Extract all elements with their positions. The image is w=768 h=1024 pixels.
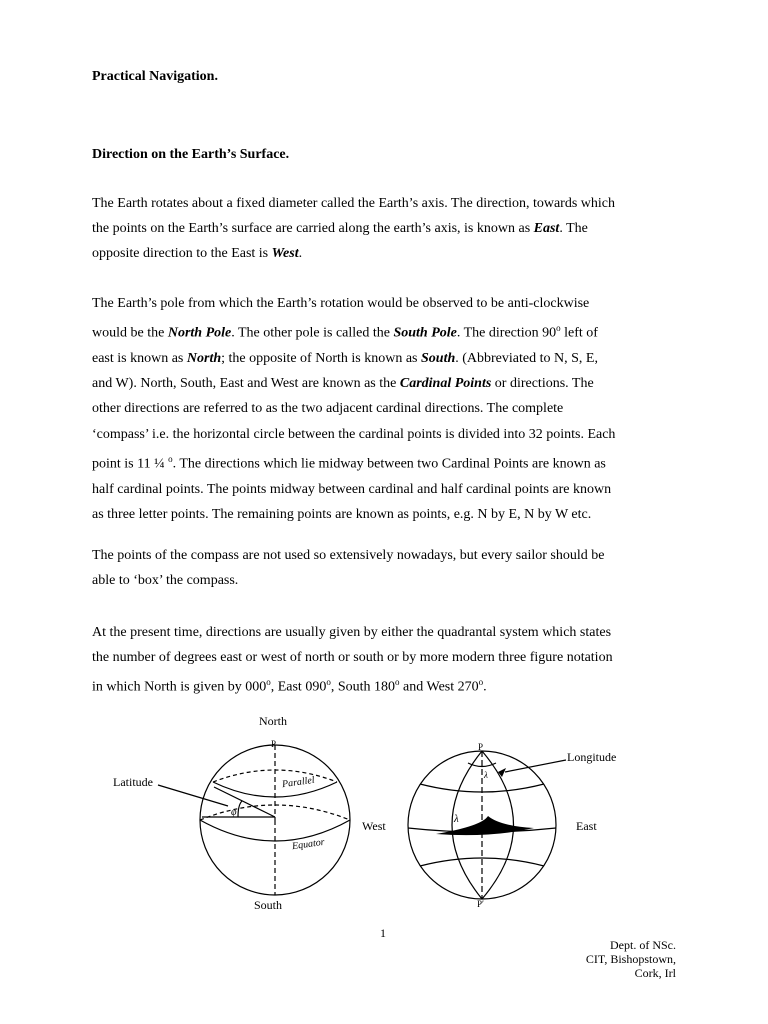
text-line: as three letter points. The remaining points are known as points, e.g. N by E, N by W etc. [92,506,592,522]
text-line: the points on the Earth’s surface are carried along the earth’s axis, is known as East. The [92,221,588,237]
text-line: able to ‘box’ the compass. [92,573,239,589]
text-line: the number of degrees east or west of north or south or by more modern three figure notation [92,650,613,666]
text-line: and W). North, South, East and West are known as the Cardinal Points or directions. The [92,376,594,392]
text-line: half cardinal points. The points midway between cardinal and half cardinal points are known [92,481,612,497]
text-line: other directions are referred to as the two adjacent cardinal directions. The complete [92,401,564,417]
longitude-pointer [505,760,566,772]
section-heading: Direction on the Earth’s Surface. [92,147,290,162]
lambda-label-top: λ [484,770,488,780]
document-title: Practical Navigation. [92,69,218,84]
pole-label-top-right: P [478,742,484,752]
footer-line: Dept. of NSc. [610,938,676,952]
text-line: The Earth rotates about a fixed diameter called the Earth’s axis. The direction, towards which [92,196,615,211]
text-line: The points of the compass are not used so extensively nowadays, but every sailor should be [92,548,605,563]
text-line: east is known as North; the opposite of North is known as South. (Abbreviated to N, S, E, [92,351,598,367]
longitude-wedge [436,816,534,835]
page-number: 1 [380,926,386,940]
latitude-angle-arc [238,801,242,817]
pole-label-bottom: P′ [477,899,484,909]
text-line: in which North is given by 000$^o$, East 090$^o$, South 180$^o$ and West 270$^o$. [92,677,487,696]
east-label: East [576,819,597,833]
lambda-label-mid: λ [454,813,459,825]
west-label: West [362,819,386,833]
text-line: At the present time, directions are usually given by either the quadrantal system which states [92,625,612,640]
pole-label-top-left: P [271,739,277,749]
footer-line: Cork, Irl [634,966,676,980]
north-label: North [259,714,287,728]
parallel-label: Parallel [281,774,316,791]
phi-label: φ [231,807,237,818]
text-line: point is 11 ¼ $^o$. The directions which lie midway between two Cardinal Points are known as [92,453,606,472]
text-line: would be the North Pole. The other pole is called the South Pole. The direction 90$^o$ left of [92,323,598,341]
footer-line: CIT, Bishopstown, [585,952,676,966]
text-line: ‘compass’ i.e. the horizontal circle between the cardinal points is divided into 32 points. Each [92,426,616,442]
text-line: The Earth’s pole from which the Earth’s rotation would be observed to be anti-clockwise [92,296,590,311]
equator-label: Equator [291,836,326,853]
footer-address [586,938,676,980]
south-label: South [254,898,283,912]
text-line: opposite direction to the East is West. [92,246,303,262]
latitude-label: Latitude [113,775,153,789]
longitude-label: Longitude [567,750,617,764]
latitude-globe [158,745,350,895]
